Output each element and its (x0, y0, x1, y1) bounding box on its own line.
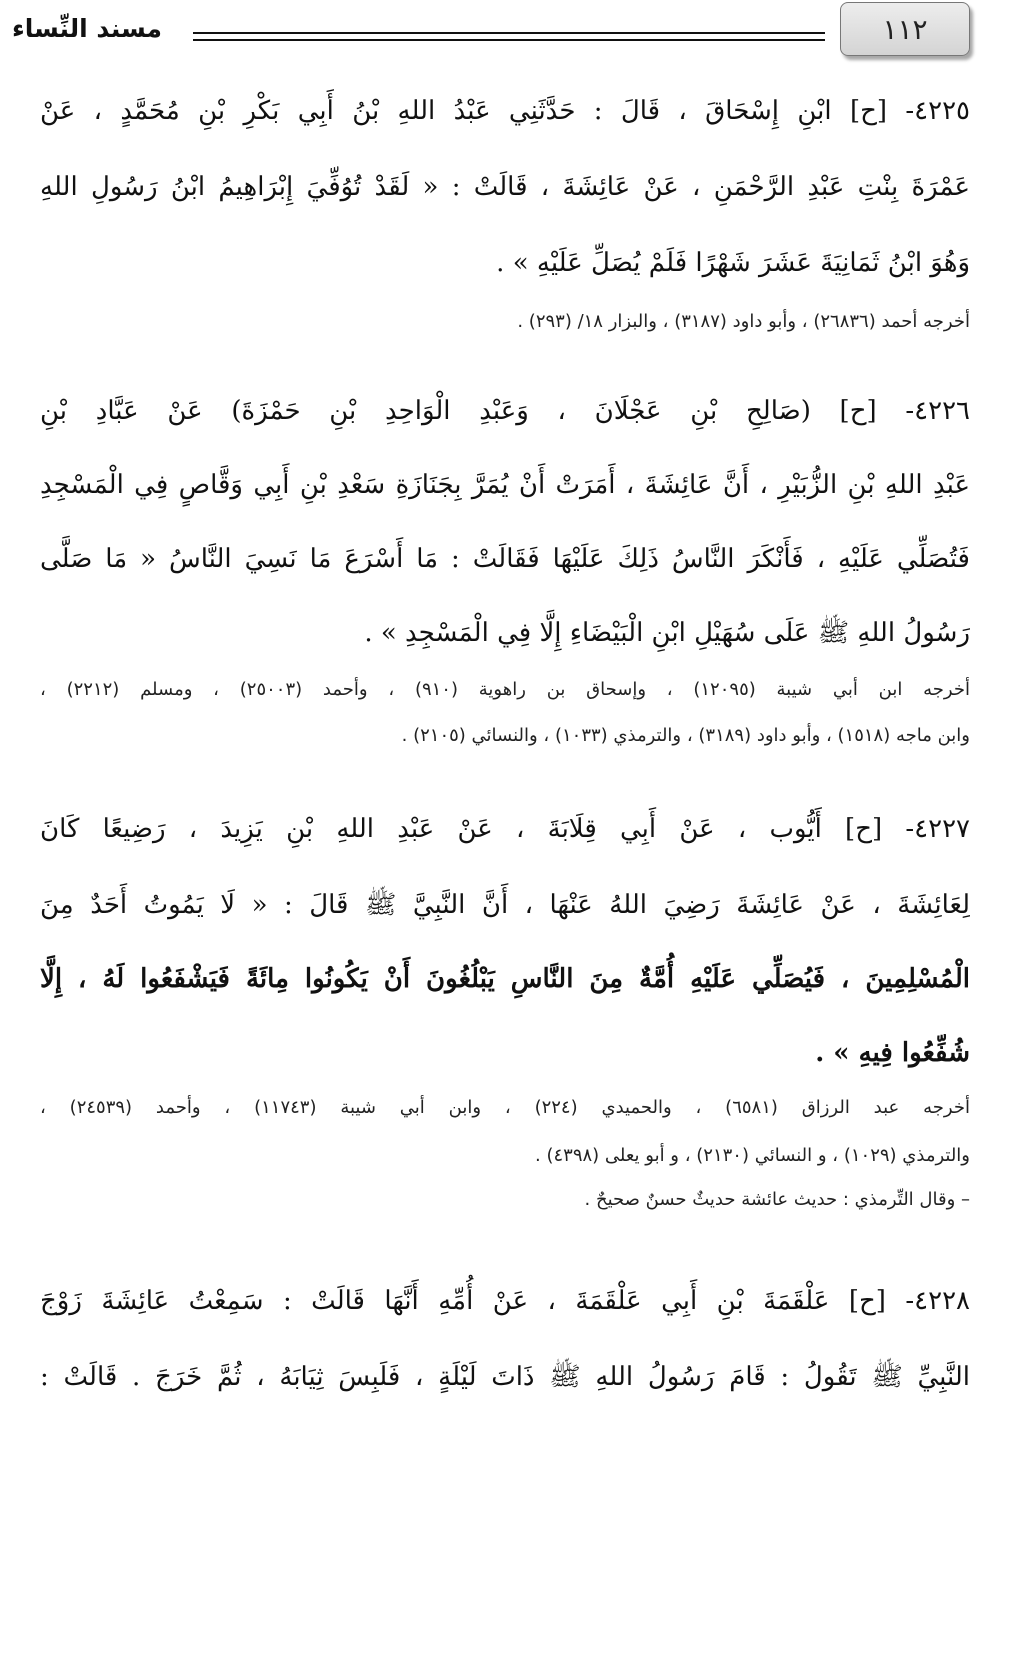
hadith-4227-line-4: شُفِّعُوا فِيهِ » . (815, 1038, 970, 1068)
hadith-4227-takhrij-2: والترمذي (١٠٢٩) ، و النسائي (٢١٣٠) ، و أبو يعلى (٤٣٩٨) . (535, 1145, 970, 1166)
hadith-4228-line-1: ٤٢٢٨- [ح] عَلْقَمَةَ بْنِ أَبِي عَلْقَمَةَ ، عَنْ أُمِّهِ أَنَّهَا قَالَتْ : سَمِعْتُ عَائِشَةَ زَوْجَ (40, 1286, 970, 1316)
hadith-4225-takhrij: أخرجه أحمد (٢٦٨٣٦) ، وأبو داود (٣١٨٧) ، والبزار ١٨/ (٢٩٣) . (517, 311, 970, 332)
page-number: ١١٢ (882, 12, 928, 46)
hadith-4226-line-1: ٤٢٢٦- [ح] (صَالِحِ بْنِ عَجْلَانَ ، وَعَبْدِ الْوَاحِدِ بْنِ حَمْزَةَ) عَنْ عَبَّادِ بْنِ (40, 396, 970, 426)
hadith-4226-line-3: فَتُصَلِّي عَلَيْهِ ، فَأَنْكَرَ النَّاسُ ذَلِكَ عَلَيْهَا فَقَالَتْ : مَا أَسْرَعَ مَا نَسِيَ النَّاسُ « مَا صَلَّى (40, 544, 970, 574)
hadith-4226-line-2: عَبْدِ اللهِ بْنِ الزُّبَيْرِ ، أَنَّ عَائِشَةَ ، أَمَرَتْ أَنْ يُمَرَّ بِجَنَازَةِ سَعْدِ بْنِ أَبِي وَقَّاصٍ فِي الْمَسْجِدِ (40, 470, 970, 500)
page-number-badge (840, 2, 970, 56)
hadith-4227-takhrij-1: أخرجه عبد الرزاق (٦٥٨١) ، والحميدي (٢٢٤) ، وابن أبي شيبة (١١٧٤٣) ، وأحمد (٢٤٥٣٩) ، (40, 1097, 970, 1118)
hadith-4225-line-3: وَهُوَ ابْنُ ثَمَانِيَةَ عَشَرَ شَهْرًا فَلَمْ يُصَلِّ عَلَيْهِ » . (496, 248, 970, 278)
hadith-4225-line-2: عَمْرَةَ بِنْتِ عَبْدِ الرَّحْمَنِ ، عَنْ عَائِشَةَ ، قَالَتْ : « لَقَدْ تُوُفِّيَ إِبْرَاهِيمُ ابْنُ رَسُولِ اللهِ (40, 172, 970, 202)
hadith-4225-line-1: ٤٢٢٥- [ح] ابْنِ إِسْحَاقَ ، قَالَ : حَدَّثَنِي عَبْدُ اللهِ بْنُ أَبِي بَكْرِ بْنِ مُحَمَّدٍ ، عَنْ (40, 96, 970, 126)
running-header-title: مسند النِّساء (11, 14, 162, 43)
hadith-4227-line-2: لِعَائِشَةَ ، عَنْ عَائِشَةَ رَضِيَ اللهُ عَنْهَا ، أَنَّ النَّبِيَّ ﷺ قَالَ : « لَا يَمُوتُ أَحَدٌ مِنَ (40, 890, 970, 920)
hadith-4226-takhrij-2: وابن ماجه (١٥١٨) ، وأبو داود (٣١٨٩) ، والترمذي (١٠٣٣) ، والنسائي (٢١٠٥) . (401, 725, 970, 746)
hadith-4226-line-4: رَسُولُ اللهِ ﷺ عَلَى سُهَيْلِ ابْنِ الْبَيْضَاءِ إِلَّا فِي الْمَسْجِدِ » . (364, 618, 970, 648)
hadith-4226-takhrij-1: أخرجه ابن أبي شيبة (١٢٠٩٥) ، وإسحاق بن راهوية (٩١٠) ، وأحمد (٢٥٠٠٣) ، ومسلم (٢٢١٢) ، (40, 679, 970, 700)
hadith-4227-tirmidhi-grading: – وقال التِّرمذي : حديث عائشة حديثٌ حسنٌ صحيحٌ . (584, 1189, 970, 1210)
header-rule (193, 32, 825, 34)
hadith-4227-line-3: الْمُسْلِمِينَ ، فَيُصَلِّي عَلَيْهِ أُمَّةٌ مِنَ النَّاسِ يَبْلُغُونَ أَنْ يَكُونُوا مِائَةً فَيَشْفَعُوا لَهُ ، إِلَّا (40, 964, 970, 994)
hadith-4227-line-1: ٤٢٢٧- [ح] أَيُّوب ، عَنْ أَبِي قِلَابَةَ ، عَنْ عَبْدِ اللهِ بْنِ يَزِيدَ ، رَضِيعًا كَانَ (40, 814, 970, 844)
hadith-4228-line-2: النَّبِيِّ ﷺ تَقُولُ : قَامَ رَسُولُ اللهِ ﷺ ذَاتَ لَيْلَةٍ ، فَلَبِسَ ثِيَابَهُ ، ثُمَّ خَرَجَ . قَالَتْ : (40, 1362, 970, 1392)
header-rule (193, 39, 825, 41)
